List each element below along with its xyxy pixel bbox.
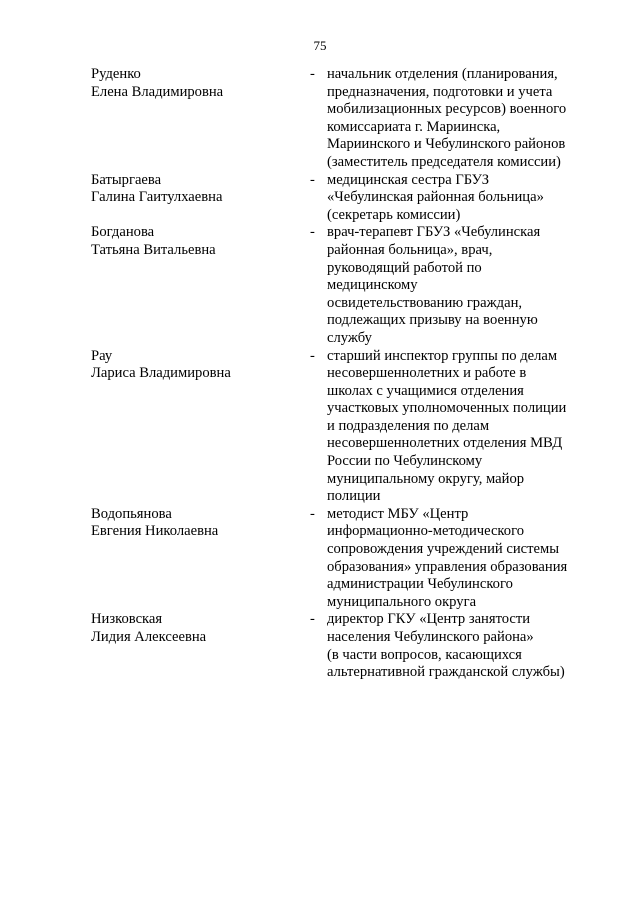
member-surname: Богданова bbox=[91, 224, 155, 241]
member-name bbox=[91, 348, 310, 506]
position-line: руководящий работой по bbox=[327, 259, 482, 276]
position-line: (секретарь комиссии) bbox=[327, 206, 461, 223]
member-surname: Водопьянова bbox=[91, 505, 172, 522]
position-line: (заместитель председателя комиссии) bbox=[327, 153, 561, 170]
member-position bbox=[327, 611, 591, 681]
member-given-names: Галина Гаитулхаевна bbox=[91, 189, 223, 206]
member-surname: Руденко bbox=[91, 66, 141, 82]
position-line: муниципальному округу, майор bbox=[327, 470, 525, 487]
position-line: администрации Чебулинского bbox=[327, 576, 513, 593]
position-line: школах с учащимися отделения bbox=[327, 382, 524, 399]
position-line: муниципального округа bbox=[327, 593, 477, 610]
position-line: информационно-методического bbox=[327, 523, 524, 540]
position-line: начальник отделения (планирования, bbox=[327, 66, 558, 82]
separator-dash: - bbox=[310, 347, 315, 364]
member-given-names: Лариса Владимировна bbox=[91, 365, 231, 382]
position-line: врач-терапевт ГБУЗ «Чебулинская bbox=[327, 224, 541, 241]
position-line: районная больница», врач, bbox=[327, 241, 493, 258]
member-name bbox=[91, 224, 310, 347]
position-line: подлежащих призыву на военную bbox=[327, 312, 538, 329]
member-position bbox=[327, 348, 591, 506]
position-line: альтернативной гражданской службы) bbox=[327, 664, 565, 681]
commission-members-list bbox=[91, 66, 591, 682]
member-entry bbox=[91, 224, 591, 347]
separator-dash: - bbox=[310, 66, 315, 82]
member-surname: Низковская bbox=[91, 611, 163, 628]
member-position bbox=[327, 506, 591, 612]
member-name bbox=[91, 66, 310, 172]
position-line: образования» управления образования bbox=[327, 558, 568, 575]
separator-dash: - bbox=[310, 171, 315, 188]
position-line: несовершеннолетних отделения МВД bbox=[327, 435, 563, 452]
member-entry bbox=[91, 348, 591, 506]
position-line: России по Чебулинскому bbox=[327, 453, 483, 470]
member-surname: Батыргаева bbox=[91, 171, 162, 188]
position-line: директор ГКУ «Центр занятости bbox=[327, 611, 531, 628]
position-line: медицинскому bbox=[327, 277, 418, 294]
position-line: освидетельствованию граждан, bbox=[327, 294, 523, 311]
member-position bbox=[327, 66, 591, 172]
position-line: «Чебулинская районная больница» bbox=[327, 189, 544, 206]
position-line: комиссариата г. Мариинска, bbox=[327, 118, 501, 135]
position-line: полиции bbox=[327, 488, 381, 505]
member-given-names: Елена Владимировна bbox=[91, 83, 224, 100]
position-line: старший инспектор группы по делам bbox=[327, 347, 558, 364]
member-entry bbox=[91, 66, 591, 172]
position-line: мобилизационных ресурсов) военного bbox=[327, 101, 567, 118]
member-surname: Рау bbox=[91, 347, 113, 364]
member-position bbox=[327, 172, 591, 225]
position-line: предназначения, подготовки и учета bbox=[327, 83, 553, 100]
member-name bbox=[91, 611, 310, 681]
position-line: и подразделения по делам bbox=[327, 417, 490, 434]
position-line: населения Чебулинского района» bbox=[327, 629, 534, 645]
member-given-names: Евгения Николаевна bbox=[91, 523, 219, 540]
separator-dash: - bbox=[310, 611, 315, 628]
member-entry bbox=[91, 611, 591, 681]
separator-dash: - bbox=[310, 505, 315, 522]
member-given-names: Татьяна Витальевна bbox=[91, 241, 216, 258]
position-line: несовершеннолетних и работе в bbox=[327, 365, 527, 382]
separator-dash: - bbox=[310, 224, 315, 241]
member-given-names: Лидия Алексеевна bbox=[91, 629, 207, 645]
member-position bbox=[327, 224, 591, 347]
member-name bbox=[91, 172, 310, 225]
page-number: 75 bbox=[313, 38, 327, 53]
position-line: участковых уполномоченных полиции bbox=[327, 400, 567, 417]
member-entry bbox=[91, 506, 591, 612]
member-entry bbox=[91, 172, 591, 225]
position-line: Мариинского и Чебулинского районов bbox=[327, 136, 566, 153]
position-line: (в части вопросов, касающихся bbox=[327, 646, 522, 663]
member-name bbox=[91, 506, 310, 612]
position-line: медицинская сестра ГБУЗ bbox=[327, 171, 490, 188]
position-line: службу bbox=[327, 329, 372, 346]
position-line: методист МБУ «Центр bbox=[327, 505, 469, 522]
position-line: сопровождения учреждений системы bbox=[327, 541, 560, 558]
